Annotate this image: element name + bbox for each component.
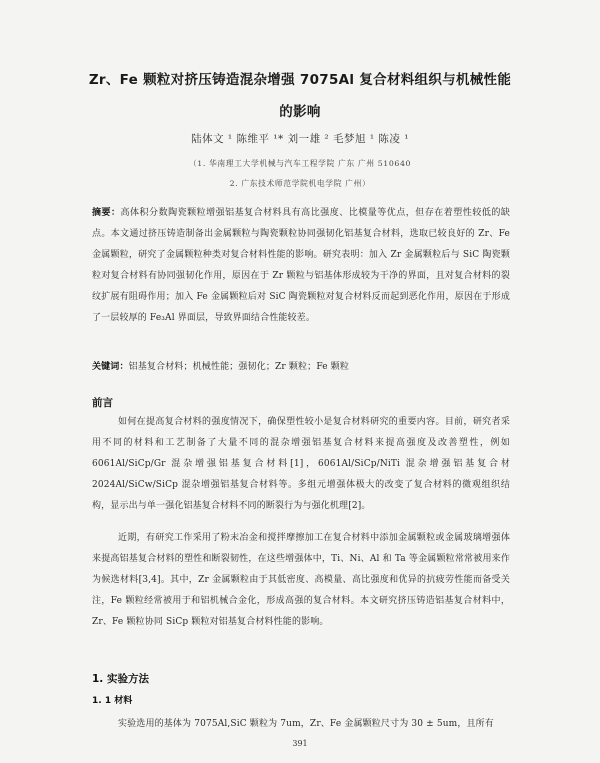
- intro-paragraph-2: 近期，有研究工作采用了粉末冶金和搅拌摩擦加工在复合材料中添加金属颗粒或金属玻璃增强体来提高铝基复合材料的塑性和断裂韧性，在这些增强体中，Ti、Ni、Al 和 Ta 等金属颗粒常常被用来作为候选材料[3,4]。其中，Zr 金属颗粒由于其低密度、高模量、高比强度和优异的抗疲劳性能而备受关注，Fe 颗粒经常被用于和铝机械合金化，形成高强的复合材料。本文研究挤压铸造铝基复合材料中，Zr、Fe 颗粒协同 SiCp 颗粒对铝基复合材料性能的影响。: [92, 533, 510, 627]
- affiliation-2: 2. 广东技术师范学院机电学院 广州）: [229, 179, 371, 188]
- paper-title-line-1: Zr、Fe 颗粒对挤压铸造混杂增强 7075Al 复合材料组织与机械性能: [88, 72, 512, 88]
- keywords-label: 关键词：: [92, 362, 129, 372]
- abstract-text: 高体积分数陶瓷颗粒增强铝基复合材料具有高比强度、比模量等优点，但存在着塑性较低的缺点。本文通过挤压铸造制备出金属颗粒与陶瓷颗粒协同强韧化铝基复合材料，选取已较良好的 Zr、Fe 金属颗粒，研究了金属颗粒种类对复合材料性能的影响。研究表明：加入 Zr 金属颗粒后与 SiC 陶瓷颗粒对复合材料有协同强韧化作用，原因在于 Zr 颗粒与铝基体形成较为干净的界面，且对复合材料的裂纹扩展有阻碍作用；加入 Fe 金属颗粒后对 SiC 陶瓷颗粒对复合材料反而起到恶化作用，原因在于形成了一层较厚的 Fe₃Al 界面层，导致界面结合性能较差。: [92, 208, 511, 323]
- section-heading-methods: 1. 实验方法: [92, 673, 149, 685]
- affiliation-1: （1. 华南理工大学机械与汽车工程学院 广东 广州 510640: [188, 159, 412, 168]
- subsection-heading-materials: 1. 1 材料: [92, 696, 133, 706]
- intro-heading: 前言: [92, 397, 113, 409]
- abstract-label: 摘要：: [92, 208, 121, 218]
- keywords-text: 铝基复合材料；机械性能；强韧化；Zr 颗粒；Fe 颗粒: [128, 362, 350, 372]
- materials-paragraph: 实验选用的基体为 7075Al,SiC 颗粒为 7um，Zr、Fe 金属颗粒尺寸为 30 ± 5um，且所有: [118, 719, 494, 729]
- paper-title-line-2: 的影响: [279, 104, 321, 120]
- author-list: 陆体文 ¹ 陈维平 ¹* 刘一雄 ² 毛梦旭 ¹ 陈凌 ¹: [191, 133, 409, 145]
- abstract: [92, 203, 510, 329]
- keywords: [92, 357, 510, 378]
- intro-paragraph-1: 如何在提高复合材料的强度情况下，确保塑性较小是复合材料研究的重要内容。目前，研究者采用不同的材料和工艺制备了大量不同的混杂增强铝基复合材料来提高强度及改善塑性，例如 6061Al/SiCp/Gr 混杂增强铝基复合材料[1]，6061Al/SiCp/NiTi 混杂增强铝基复合材 2024Al/SiCw/SiCp 混杂增强铝基复合材料等。多组元增强体极大的改变了复合材料的微观组织结构，显示出与单一强化铝基复合材料不同的断裂行为与强化机理[2]。: [92, 417, 510, 511]
- page-number: 391: [292, 739, 308, 748]
